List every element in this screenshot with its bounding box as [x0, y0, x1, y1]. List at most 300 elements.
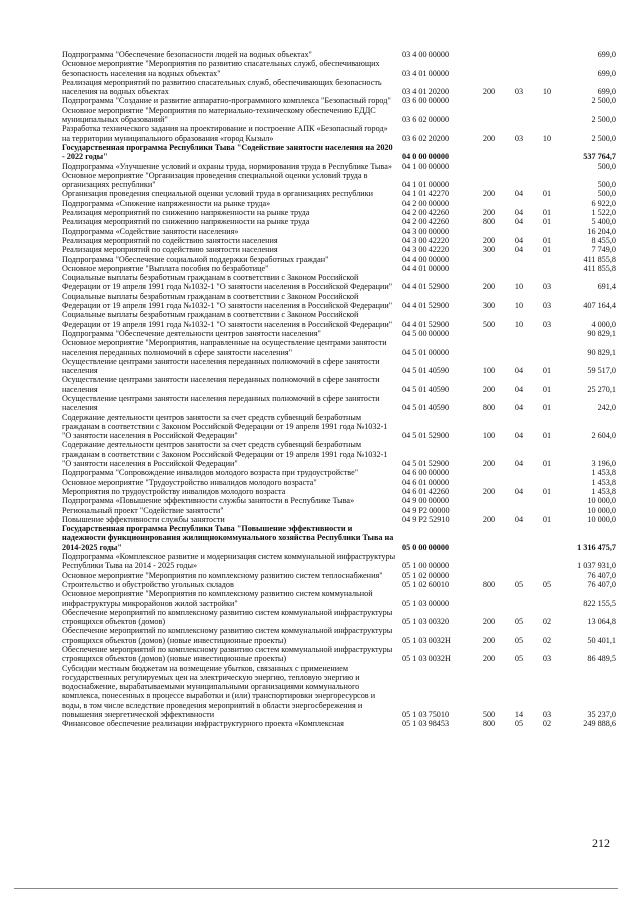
cell-amount: 2 500,0 [591, 96, 616, 106]
cell-expense-type: 200 [482, 282, 496, 292]
cell-section [504, 329, 534, 338]
cell-section: 03 [514, 133, 524, 143]
cell-code: 04 1 01 00000 [402, 180, 450, 190]
cell-expense-type [474, 227, 504, 236]
table-row [62, 524, 616, 552]
cell-subsection [534, 571, 560, 580]
cell-amount: 537 764,7 [583, 152, 616, 162]
cell-expense-type: 200 [482, 486, 496, 496]
cell-code: 04 2 00 42260 [402, 217, 450, 227]
cell-code: 04 6 01 00000 [402, 477, 450, 487]
cell-code: 04 3 00 42220 [402, 235, 450, 245]
cell-name: Подпрограмма "Обеспечение деятельности центров занятости населения" [62, 328, 321, 338]
cell-amount: 76 407,0 [587, 570, 616, 580]
table-row [62, 487, 616, 496]
table-row [62, 589, 616, 608]
cell-amount: 7 749,0 [591, 245, 616, 255]
budget-rows [62, 50, 616, 729]
cell-amount: 4 000,0 [591, 319, 616, 329]
cell-code: 05 1 03 00320 [402, 617, 450, 627]
cell-name: Подпрограмма «Снижение напряженности на рынке труда» [62, 198, 271, 208]
cell-subsection [534, 143, 560, 162]
cell-name: Строительство и обустройство угольных складов [62, 579, 234, 589]
cell-subsection [534, 227, 560, 236]
cell-expense-type: 800 [482, 217, 496, 227]
cell-amount: 86 489,5 [587, 654, 616, 664]
cell-name: Обеспечение мероприятий по комплексному развитию систем коммунальной инфраструктуры строящихся объектов (домов) (новые инвестиционные проекты) [62, 645, 393, 664]
cell-code: 05 1 02 60010 [402, 579, 450, 589]
cell-expense-type [474, 96, 504, 105]
cell-name: Подпрограмма «Комплексное развитие и модернизация систем коммунальной инфраструктуры Республики Тыва на 2014 - 2025 годы» [62, 552, 396, 571]
cell-amount: 699,0 [597, 50, 616, 59]
budget-table [62, 50, 616, 729]
table-row [62, 106, 616, 125]
table-row [62, 227, 616, 236]
table-row [62, 329, 616, 338]
cell-name: Основное мероприятие "Мероприятия по развитию спасательных служб, обеспечивающих безопасность населения на водных объектах" [62, 59, 380, 78]
cell-subsection [534, 106, 560, 125]
cell-subsection: 01 [542, 208, 552, 218]
cell-section: 04 [514, 403, 524, 413]
cell-code: 04 0 00 00000 [402, 152, 450, 162]
cell-name: Социальные выплаты безработным гражданам в соответствии с Законом Российской Федерации от 19 апреля 1991 года №1032-1 "О занятости населения в Российской Федерации" [62, 310, 393, 329]
cell-code: 05 1 03 0032Н [402, 635, 451, 645]
cell-section [504, 255, 534, 264]
cell-subsection [534, 506, 560, 515]
table-row [62, 50, 616, 59]
table-row [62, 394, 616, 413]
cell-expense-type: 500 [482, 319, 496, 329]
cell-section [504, 227, 534, 236]
cell-section: 04 [514, 366, 524, 376]
cell-amount: 2 500,0 [591, 133, 616, 143]
table-row [62, 506, 616, 515]
cell-name: Подпрограмма «Улучшение условий и охраны труда, нормирования труда в Республике Тыва» [62, 161, 392, 171]
cell-expense-type: 200 [482, 87, 496, 97]
table-row [62, 310, 616, 329]
cell-subsection [534, 478, 560, 487]
cell-section: 04 [514, 189, 524, 199]
cell-section: 14 [514, 710, 524, 720]
cell-amount: 1 453,8 [591, 486, 616, 496]
bottom-rule [14, 888, 618, 889]
table-row [62, 217, 616, 226]
table-row [62, 413, 616, 441]
cell-name: Осуществление центрами занятости населения переданных полномочий в сфере занятости населения [62, 375, 380, 394]
cell-amount: 10 000,0 [587, 505, 616, 515]
cell-subsection [534, 59, 560, 78]
cell-subsection: 03 [542, 282, 552, 292]
cell-expense-type [474, 571, 504, 580]
cell-section [504, 162, 534, 171]
cell-code: 04 5 01 40590 [402, 366, 450, 376]
cell-code: 05 1 03 0032Н [402, 654, 451, 664]
cell-expense-type: 200 [482, 208, 496, 218]
cell-section [504, 50, 534, 59]
cell-expense-type [474, 496, 504, 505]
cell-name: Региональный проект "Содействие занятости" [62, 505, 224, 515]
cell-name: Государственная программа Республики Тыва "Содействие занятости населения на 2020 - 2022 годы" [62, 142, 393, 162]
cell-name: Основное мероприятие "Мероприятия по комплексному развитию систем коммунальной инфраструктуры микрорайонов жилой застройки" [62, 589, 373, 608]
cell-section [504, 506, 534, 515]
cell-name: Реализация мероприятий по снижению напряженности на рынке труда [62, 217, 310, 227]
cell-expense-type: 800 [482, 579, 496, 589]
cell-name: Социальные выплаты безработным гражданам в соответствии с Законом Российской Федерации от 19 апреля 1991 года №1032-1 "О занятости населения в Российской Федерации" [62, 291, 393, 311]
cell-expense-type [474, 589, 504, 608]
cell-subsection: 05 [542, 579, 552, 589]
cell-section: 04 [514, 245, 524, 255]
cell-expense-type: 200 [482, 384, 496, 394]
cell-section: 04 [514, 486, 524, 496]
cell-expense-type [474, 264, 504, 273]
cell-name: Организация проведения специальной оценки условий труда в организациях республики [62, 189, 374, 199]
table-row [62, 171, 616, 190]
cell-code: 04 1 01 42270 [402, 189, 450, 199]
cell-section [504, 264, 534, 273]
cell-amount: 25 270,1 [587, 384, 616, 394]
cell-name: Подпрограмма "Обеспечение социальной поддержки безработных граждан" [62, 254, 329, 264]
cell-amount: 242,0 [597, 403, 616, 413]
cell-subsection [534, 338, 560, 357]
cell-name: Реализация мероприятий по снижению напряженности на рынке труда [62, 208, 310, 218]
cell-amount: 35 237,0 [587, 710, 616, 720]
cell-section [504, 96, 534, 105]
cell-subsection [534, 329, 560, 338]
table-row [62, 440, 616, 468]
cell-code: 04 4 00 00000 [402, 254, 450, 264]
cell-subsection [534, 552, 560, 571]
cell-subsection: 01 [542, 459, 552, 469]
cell-subsection: 01 [542, 384, 552, 394]
cell-expense-type: 800 [482, 403, 496, 413]
cell-expense-type: 200 [482, 514, 496, 524]
cell-subsection: 01 [542, 189, 552, 199]
cell-expense-type: 200 [482, 235, 496, 245]
cell-name: Субсидии местным бюджетам на возмещение убытков, связанных с применением государственных регулируемых цен на электрическую энергию, тепловую энергию и водоснабжение, вырабатываемыми муниципальными организациями коммунального комплекса, понесенных в процессе выработки и (или) транспортировки энергоресурсов и воды, в том числе вследствие проведения мероприятий в области энергосбережения и повышения энергетической эффективности [62, 663, 376, 720]
cell-subsection: 03 [542, 654, 552, 664]
cell-name: Государственная программа Республики Тыва "Повышение эффективности и надежности функционирования жилищнокоммунального хозяйства Республики Тыва на 2014-2025 годы" [62, 524, 394, 552]
cell-name: Реализация мероприятий по содействию занятости населения [62, 235, 278, 245]
table-row [62, 273, 616, 292]
cell-amount: 699,0 [597, 68, 616, 78]
table-row [62, 292, 616, 311]
cell-section: 04 [514, 384, 524, 394]
cell-code: 04 4 01 52900 [402, 319, 450, 329]
cell-expense-type: 200 [482, 459, 496, 469]
table-row [62, 143, 616, 162]
cell-subsection: 03 [542, 319, 552, 329]
cell-name: Повышение эффективности службы занятости [62, 514, 225, 524]
cell-expense-type [474, 199, 504, 208]
cell-code: 04 9 P2 00000 [402, 505, 450, 515]
cell-section: 04 [514, 459, 524, 469]
cell-amount: 13 064,8 [587, 617, 616, 627]
cell-expense-type: 800 [482, 719, 496, 729]
cell-code: 05 1 02 00000 [402, 570, 450, 580]
page-number: 212 [592, 836, 610, 850]
cell-code: 04 9 00 00000 [402, 496, 450, 506]
cell-expense-type [474, 468, 504, 477]
table-row [62, 255, 616, 264]
cell-section: 04 [514, 208, 524, 218]
table-row [62, 264, 616, 273]
cell-name: Основное мероприятие "Мероприятия по комплексному развитию систем теплоснабжения" [62, 570, 383, 580]
cell-code: 04 2 00 00000 [402, 198, 450, 208]
table-row [62, 199, 616, 208]
cell-code: 04 1 00 00000 [402, 161, 450, 171]
cell-code: 03 6 02 00000 [402, 115, 450, 125]
cell-section [504, 106, 534, 125]
cell-subsection: 01 [542, 235, 552, 245]
cell-subsection: 01 [542, 514, 552, 524]
cell-name: Мероприятия по трудоустройству инвалидов молодого возраста [62, 486, 286, 496]
cell-name: Социальные выплаты безработным гражданам в соответствии с Законом Российской Федерации от 19 апреля 1991 года №1032-1 "О занятости населения в Российской Федерации" [62, 273, 393, 292]
cell-expense-type [474, 162, 504, 171]
cell-subsection [534, 162, 560, 171]
cell-section [504, 468, 534, 477]
table-row [62, 236, 616, 245]
cell-amount: 249 888,6 [583, 719, 616, 729]
table-row [62, 124, 616, 143]
table-row [62, 664, 616, 720]
cell-name: Содержание деятельности центров занятости за счет средств субвенций безработным гражданам в соответствии с Законом Российской Федерации от 19 апреля 1991 года №1032-1 "О занятости населения в Российской Федерации" [62, 412, 388, 441]
cell-section [504, 571, 534, 580]
cell-subsection [534, 524, 560, 552]
cell-expense-type [474, 171, 504, 190]
table-row [62, 338, 616, 357]
cell-code: 04 5 00 00000 [402, 328, 450, 338]
cell-amount: 5 400,0 [591, 217, 616, 227]
cell-name: Содержание деятельности центров занятости за счет средств субвенций безработным гражданам в соответствии с Законом Российской Федерации от 19 апреля 1991 года №1032-1 "О занятости населения в Российской Федерации" [62, 440, 388, 469]
cell-name: Подпрограмма "Создание и развитие аппаратно-программного комплекса "Безопасный город" [62, 96, 391, 106]
cell-expense-type: 100 [482, 366, 496, 376]
cell-expense-type [474, 255, 504, 264]
cell-section [504, 589, 534, 608]
cell-amount: 8 455,0 [591, 235, 616, 245]
cell-code: 05 1 03 75010 [402, 710, 450, 720]
cell-expense-type [474, 552, 504, 571]
cell-name: Основное мероприятие "Организация проведения специальной оценки условий труда в организациях республики" [62, 170, 368, 190]
cell-subsection [534, 468, 560, 477]
cell-code: 04 2 00 42260 [402, 208, 450, 218]
cell-section: 04 [514, 217, 524, 227]
table-row [62, 608, 616, 627]
cell-amount: 407 164,4 [583, 301, 616, 311]
cell-amount: 1 037 931,0 [577, 561, 616, 571]
cell-name: Реализация мероприятий по развитию спасательных служб, обеспечивающих безопасность населения на водных объектах [62, 77, 382, 97]
cell-section: 05 [514, 579, 524, 589]
cell-name: Основное мероприятие "Мероприятия по материально-техническому обеспечению ЕДДС муниципальных образований" [62, 105, 376, 125]
cell-code: 04 5 01 40590 [402, 403, 450, 413]
table-row [62, 245, 616, 254]
cell-code: 05 1 03 00000 [402, 598, 450, 608]
cell-amount: 90 829,1 [587, 347, 616, 357]
cell-amount: 50 401,1 [587, 635, 616, 645]
cell-amount: 90 829,1 [587, 328, 616, 338]
cell-subsection [534, 264, 560, 273]
cell-code: 04 5 01 00000 [402, 347, 450, 357]
table-row [62, 96, 616, 105]
cell-subsection [534, 199, 560, 208]
cell-amount: 411 855,8 [583, 254, 616, 264]
cell-code: 05 1 03 98453 [402, 719, 450, 729]
table-row [62, 208, 616, 217]
table-row [62, 59, 616, 78]
cell-code: 04 4 01 52900 [402, 301, 450, 311]
cell-subsection: 01 [542, 366, 552, 376]
cell-expense-type: 200 [482, 654, 496, 664]
cell-subsection: 02 [542, 635, 552, 645]
cell-code: 03 6 00 00000 [402, 96, 450, 106]
cell-code: 04 4 01 52900 [402, 282, 450, 292]
cell-name: Финансовое обеспечение реализации инфраструктурного проекта «Комплексная [62, 719, 344, 729]
table-row [62, 78, 616, 97]
cell-section [504, 552, 534, 571]
cell-name: Осуществление центрами занятости населения переданных полномочий в сфере занятости населения [62, 393, 380, 413]
cell-name: Подпрограмма «Содействие занятости населения» [62, 226, 239, 236]
cell-expense-type: 200 [482, 635, 496, 645]
cell-expense-type [474, 329, 504, 338]
table-row [62, 515, 616, 524]
cell-name: Обеспечение мероприятий по комплексному развитию систем коммунальной инфраструктуры строящихся объектов (домов) [62, 607, 393, 627]
cell-expense-type [474, 524, 504, 552]
table-row [62, 552, 616, 571]
cell-amount: 699,0 [597, 87, 616, 97]
cell-subsection [534, 589, 560, 608]
cell-subsection: 03 [542, 710, 552, 720]
cell-expense-type: 500 [482, 710, 496, 720]
cell-section [504, 199, 534, 208]
cell-amount: 1 453,8 [591, 468, 616, 478]
cell-amount: 59 517,0 [587, 366, 616, 376]
cell-subsection: 01 [542, 431, 552, 441]
cell-code: 04 5 01 40590 [402, 384, 450, 394]
cell-amount: 10 000,0 [587, 514, 616, 524]
cell-subsection [534, 496, 560, 505]
cell-subsection: 01 [542, 245, 552, 255]
cell-subsection: 01 [542, 403, 552, 413]
cell-expense-type: 200 [482, 189, 496, 199]
cell-code: 03 4 01 00000 [402, 68, 450, 78]
cell-subsection: 02 [542, 719, 552, 729]
cell-amount: 3 196,0 [591, 459, 616, 469]
cell-section [504, 524, 534, 552]
cell-section [504, 171, 534, 190]
table-row [62, 162, 616, 171]
cell-section: 04 [514, 514, 524, 524]
cell-name: Обеспечение мероприятий по комплексному развитию систем коммунальной инфраструктуры строящихся объектов (домов) (новые инвестиционные проекты) [62, 626, 393, 645]
cell-name: Основное мероприятие "Мероприятия, направленные на осуществление центрами занятости населения переданных полномочий в сфере занятости населения" [62, 338, 387, 357]
cell-expense-type: 200 [482, 617, 496, 627]
cell-name: Осуществление центрами занятости населения переданных полномочий в сфере занятости населения [62, 356, 380, 376]
cell-amount: 411 855,8 [583, 263, 616, 273]
cell-amount: 10 000,0 [587, 496, 616, 506]
cell-expense-type [474, 106, 504, 125]
cell-subsection: 03 [542, 301, 552, 311]
cell-subsection: 01 [542, 486, 552, 496]
cell-subsection [534, 255, 560, 264]
cell-section [504, 496, 534, 505]
cell-expense-type: 300 [482, 301, 496, 311]
cell-amount: 76 407,0 [587, 579, 616, 589]
cell-code: 04 3 00 00000 [402, 226, 450, 236]
table-row [62, 626, 616, 645]
cell-name: Основное мероприятие "Выплата пособия по безработице" [62, 263, 269, 273]
table-row [62, 375, 616, 394]
cell-name: Подпрограмма "Обеспечение безопасности людей на водных объектах" [62, 50, 312, 59]
cell-code: 03 4 00 00000 [402, 50, 450, 59]
cell-subsection: 01 [542, 217, 552, 227]
cell-section: 05 [514, 719, 524, 729]
table-row [62, 496, 616, 505]
cell-expense-type [474, 338, 504, 357]
cell-subsection: 10 [542, 133, 552, 143]
cell-subsection [534, 96, 560, 105]
cell-subsection [534, 171, 560, 190]
cell-section: 04 [514, 235, 524, 245]
cell-section: 10 [514, 282, 524, 292]
table-row [62, 571, 616, 580]
cell-subsection: 10 [542, 87, 552, 97]
cell-name: Разработка технического задания на проектирование и построение АПК «Безопасный город» на территории муниципального образования «город Кызыл» [62, 124, 388, 143]
cell-amount: 6 922,0 [591, 198, 616, 208]
cell-code: 04 3 00 42220 [402, 245, 450, 255]
cell-code: 03 6 02 20200 [402, 133, 450, 143]
table-row [62, 468, 616, 477]
cell-amount: 2 604,0 [591, 431, 616, 441]
cell-expense-type [474, 506, 504, 515]
cell-section: 05 [514, 654, 524, 664]
cell-amount: 1 316 475,7 [577, 542, 616, 552]
cell-amount: 822 155,5 [583, 598, 616, 608]
cell-code: 05 1 00 00000 [402, 561, 450, 571]
table-row [62, 719, 616, 728]
table-row [62, 645, 616, 664]
cell-section: 05 [514, 635, 524, 645]
cell-amount: 691,4 [597, 282, 616, 292]
cell-name: Основное мероприятие "Трудоустройство инвалидов молодого возраста" [62, 477, 317, 487]
cell-code: 04 5 01 52900 [402, 431, 450, 441]
cell-code: 04 6 01 42260 [402, 486, 450, 496]
table-row [62, 478, 616, 487]
cell-subsection [534, 50, 560, 59]
cell-code: 04 6 00 00000 [402, 468, 450, 478]
cell-section: 05 [514, 617, 524, 627]
cell-section [504, 143, 534, 162]
cell-expense-type [474, 478, 504, 487]
cell-section: 03 [514, 87, 524, 97]
cell-section: 10 [514, 301, 524, 311]
cell-expense-type: 200 [482, 133, 496, 143]
cell-amount: 500,0 [597, 189, 616, 199]
cell-amount: 1 522,0 [591, 208, 616, 218]
cell-code: 04 5 01 52900 [402, 459, 450, 469]
cell-expense-type: 300 [482, 245, 496, 255]
cell-amount: 500,0 [597, 180, 616, 190]
table-row [62, 189, 616, 198]
cell-amount: 500,0 [597, 161, 616, 171]
cell-name: Подпрограмма «Повышение эффективности службы занятости в Республике Тыва» [62, 496, 355, 506]
cell-section: 04 [514, 431, 524, 441]
cell-section [504, 59, 534, 78]
cell-section [504, 338, 534, 357]
cell-name: Реализация мероприятий по содействию занятости населения [62, 245, 278, 255]
cell-code: 04 4 01 00000 [402, 263, 450, 273]
cell-expense-type [474, 50, 504, 59]
cell-code: 04 9 P2 52910 [402, 514, 450, 524]
cell-amount: 16 204,0 [587, 226, 616, 236]
cell-expense-type: 100 [482, 431, 496, 441]
